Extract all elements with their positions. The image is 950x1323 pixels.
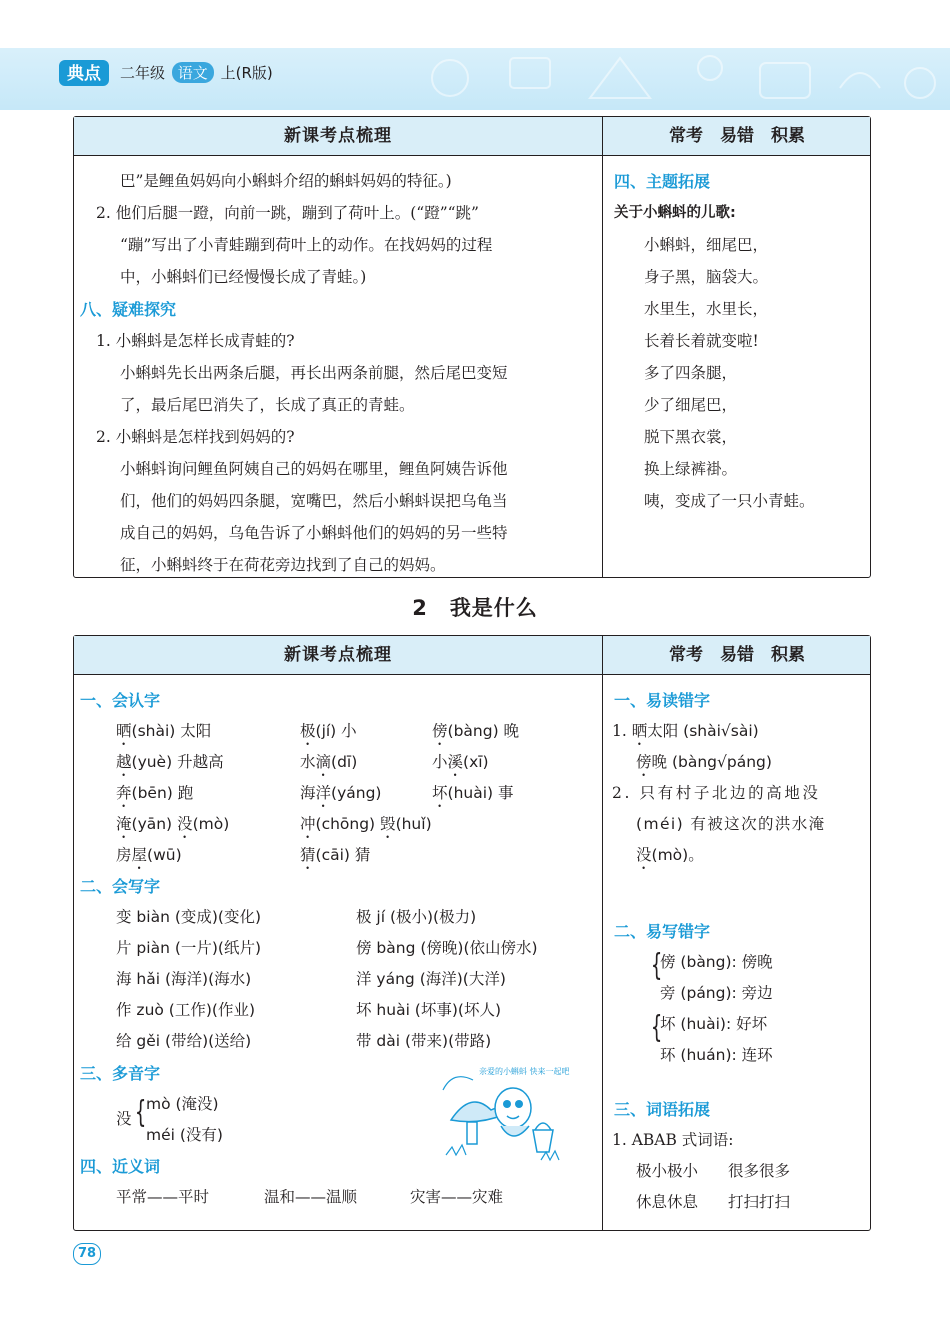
text-line: 中，小蝌蚪们已经慢慢长成了青蛙。) [120, 268, 367, 286]
miswrite-item: 环 (huán): 连环 [660, 1046, 773, 1064]
text-line: “蹦”写出了小青蛙蹦到荷叶上的动作。在找妈妈的过程 [120, 236, 493, 254]
recognize-char: 小溪(xī) [432, 753, 489, 771]
series-label [120, 62, 273, 83]
answer-line: 征，小蝌蚪终于在荷花旁边找到了自己的妈妈。 [120, 556, 446, 574]
recognize-char: 坏(huài) 事 [432, 784, 514, 802]
edition-label: 上(R版) [220, 64, 273, 82]
poem-line: 多了四条腿， [644, 364, 738, 382]
brace-icon: { [134, 1095, 147, 1130]
section-heading: 三、多音字 [80, 1064, 161, 1083]
poem-line: 身子黑，脑袋大。 [644, 268, 769, 286]
lesson-name: 我是什么 [449, 596, 538, 620]
grade-label: 二年级 [120, 64, 166, 82]
recognize-char: 越(yuè) 升越高 [116, 753, 224, 771]
section-heading: 四、近义词 [80, 1157, 161, 1176]
write-char: 极 jí (极小)(极力) [356, 908, 477, 926]
subject-badge: 语文 [172, 62, 214, 83]
write-char: 作 zuò (工作)(作业) [116, 1001, 255, 1019]
write-char: 洋 yáng (海洋)(大洋) [356, 970, 506, 988]
polyphone-reading: mò (淹没) [146, 1095, 219, 1113]
write-char: 傍 bàng (傍晚)(依山傍水) [356, 939, 538, 957]
word-item: 很多很多 [728, 1162, 791, 1180]
svg-text:亲爱的小蝌蚪 快来一起吧: 亲爱的小蝌蚪 快来一起吧 [479, 1067, 570, 1076]
panel-header [74, 636, 870, 675]
poem-line: 长着长着就变啦! [644, 332, 759, 350]
poem-line: 换上绿裤褂。 [644, 460, 738, 478]
bottom-panel [73, 635, 871, 1231]
polyphone-char: 没 [116, 1110, 132, 1128]
section-heading: 八、疑难探究 [80, 300, 177, 319]
poem-title: 关于小蝌蚪的儿歌: [614, 205, 736, 221]
panel-header [74, 117, 870, 156]
column-divider [602, 117, 603, 577]
misread-item: 2. 只有村子北边的高地没 [612, 784, 821, 802]
answer-line: 们，他们的妈妈四条腿，宽嘴巴，然后小蝌蚪误把乌龟当 [120, 492, 508, 510]
section-heading: 二、会写字 [80, 877, 161, 896]
polyphone-reading: méi (没有) [146, 1126, 223, 1144]
page-number: 78 [73, 1243, 101, 1265]
write-char: 带 dài (带来)(带路) [356, 1032, 492, 1050]
recognize-char: 极(jí) 小 [300, 722, 357, 740]
answer-line: 成自己的妈妈，乌龟告诉了小蝌蚪他们的妈妈的另一些特 [120, 524, 508, 542]
answer-line: 了，最后尾巴消失了，长成了真正的青蛙。 [120, 396, 415, 414]
word-item: 1. ABAB 式词语: [612, 1131, 734, 1149]
answer-line: 小蝌蚪询问鲤鱼阿姨自己的妈妈在哪里，鲤鱼阿姨告诉他 [120, 460, 508, 478]
mascot-illustration [441, 1060, 571, 1170]
miswrite-item: 傍 (bàng): 傍晚 [660, 953, 773, 971]
synonym-pair: 灾害——灾难 [410, 1188, 504, 1206]
section-heading: 四、主题拓展 [614, 172, 711, 191]
misread-item: (méi) 有被这次的洪水淹 [636, 815, 826, 833]
write-char: 片 piàn (一片)(纸片) [116, 939, 262, 957]
poem-line: 少了细尾巴， [644, 396, 738, 414]
section-heading: 三、词语拓展 [614, 1100, 711, 1119]
text-line: 巴”是鲤鱼妈妈向小蝌蚪介绍的蝌蚪妈妈的特征。) [120, 172, 452, 190]
section-heading: 一、易读错字 [614, 691, 711, 710]
question: 1. 小蝌蚪是怎样长成青蛙的? [96, 332, 295, 350]
recognize-char: 猜(cāi) 猜 [300, 846, 371, 864]
poem-line: 水里生，水里长， [644, 300, 769, 318]
recognize-char: 傍(bàng) 晚 [432, 722, 520, 740]
banner-decoration [390, 48, 950, 110]
synonym-pair: 温和——温顺 [264, 1188, 358, 1206]
recognize-char: 海洋(yáng) [300, 784, 382, 802]
left-header: 新课考点梳理 [284, 126, 392, 146]
section-heading: 一、会认字 [80, 691, 161, 710]
brace-icon: { [650, 948, 663, 983]
word-item: 极小极小 [636, 1162, 699, 1180]
section-heading: 二、易写错字 [614, 922, 711, 941]
recognize-char: 房屋(wū) [116, 846, 182, 864]
text-line: 2. 他们后腿一蹬，向前一跳，蹦到了荷叶上。(“蹬”“跳” [96, 204, 479, 222]
synonym-pair: 平常——平时 [116, 1188, 210, 1206]
miswrite-item: 旁 (páng): 旁边 [660, 984, 773, 1002]
misread-item: 没(mò)。 [636, 846, 704, 864]
misread-item: 傍晚 (bàng√páng) [636, 753, 772, 771]
right-header: 常考 易错 积累 [669, 645, 805, 665]
write-char: 变 biàn (变成)(变化) [116, 908, 262, 926]
poem-line: 脱下黑衣裳， [644, 428, 738, 446]
poem-line: 咦，变成了一只小青蛙。 [644, 492, 815, 510]
misread-item: 1. 晒太阳 (shài√sài) [612, 722, 759, 740]
poem-line: 小蝌蚪，细尾巴， [644, 236, 769, 254]
recognize-char: 奔(bēn) 跑 [116, 784, 194, 802]
write-char: 给 gěi (带给)(送给) [116, 1032, 252, 1050]
lesson-title [0, 592, 950, 622]
lesson-number: 2 [412, 596, 428, 620]
write-char: 海 hǎi (海洋)(海水) [116, 970, 252, 988]
question: 2. 小蝌蚪是怎样找到妈妈的? [96, 428, 295, 446]
recognize-char: 淹(yān) 没(mò) [116, 815, 230, 833]
word-item: 休息休息 [636, 1193, 699, 1211]
brace-icon: { [650, 1010, 663, 1045]
right-header: 常考 易错 积累 [669, 126, 805, 146]
brand-logo [58, 58, 110, 88]
column-divider [602, 636, 603, 1230]
miswrite-item: 坏 (huài): 好坏 [660, 1015, 768, 1033]
recognize-char: 晒(shài) 太阳 [116, 722, 212, 740]
recognize-char: 冲(chōng) 毁(huǐ) [300, 815, 432, 833]
recognize-char: 水滴(dī) [300, 753, 358, 771]
left-header: 新课考点梳理 [284, 645, 392, 665]
top-panel [73, 116, 871, 578]
write-char: 坏 huài (坏事)(坏人) [356, 1001, 501, 1019]
word-item: 打扫打扫 [728, 1193, 791, 1211]
answer-line: 小蝌蚪先长出两条后腿，再长出两条前腿，然后尾巴变短 [120, 364, 508, 382]
svg-text:典点: 典点 [67, 64, 101, 84]
